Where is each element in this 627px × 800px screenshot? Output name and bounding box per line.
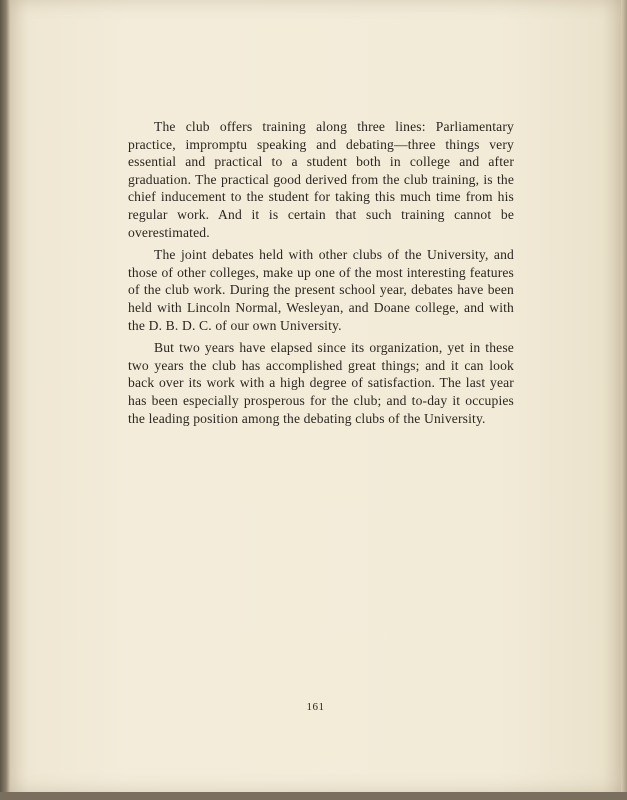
page-right-edge [621, 0, 627, 800]
paragraph-3: But two years have elapsed since its organization, yet in these two years the club has accomplished great things; and it can look back over its work with a high degree of satisfaction. The last year has been especially prosperous for the club; and to-day it occupies the leading position among the debating clubs of the University. [128, 340, 514, 426]
book-page [10, 0, 621, 793]
paragraph-2: The joint debates held with other clubs of the University, and those of other colleges, make up one of the most interesting features of the club work. During the present school year, debates have been held with Lincoln Normal, Wesleyan, and Doane college, and with the D. B. D. C. of our own University. [128, 247, 514, 333]
paragraph-1: The club offers training along three lines: Parliamentary practice, impromptu speaking and debating—three things very essential and practical to a student both in college and after graduation. The practical good derived from the club training, is the chief inducement to the student for taking this much time from his regular work. And it is certain that such training cannot be overestimated. [128, 119, 514, 240]
binding-edge [0, 0, 10, 800]
page-bottom-edge [0, 792, 627, 800]
page-number: 161 [306, 701, 325, 713]
body-text [128, 118, 514, 432]
